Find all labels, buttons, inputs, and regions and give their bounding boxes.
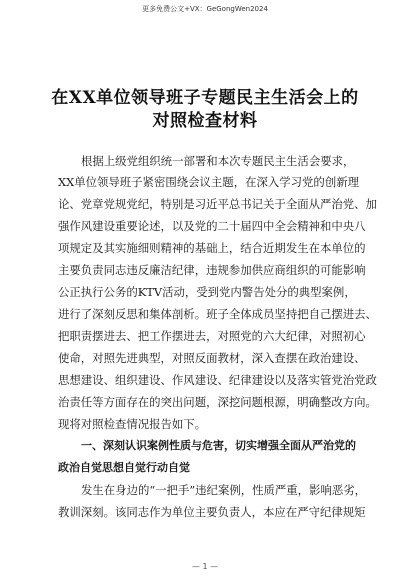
document-title-line-2: 对照检查材料: [152, 111, 258, 131]
page-number: — 1 —: [191, 562, 219, 571]
header-note: 更多免费公文+VX：GeGongWen2024: [142, 5, 268, 13]
body-line: 强作风建设重要论述，以及党的二十届四中全会精神和中央八: [58, 219, 366, 233]
body-line: 现将对照检查情况报告如下。: [58, 417, 207, 431]
body-line: 进行了深刻反思和集体剖析。班子全体成员坚持把自己摆进去、: [58, 307, 377, 321]
body-line: 把职责摆进去、把工作摆进去，对照党的六大纪律，对照初心: [58, 329, 366, 343]
body-line: 论、党章党规党纪，特别是习近平总书记关于全面从严治党、加: [58, 197, 377, 211]
document-title-line-1: 在XX单位领导班子专题民主生活会上的: [51, 88, 359, 108]
body-line: 教训深刻。该同志作为单位主要负责人，本应在严守纪律规矩: [58, 505, 366, 519]
section-heading-line: 一、深刻认识案例性质与危害，切实增强全面从严治党的: [81, 439, 356, 452]
body-line: 思想建设、组织建设、作风建设、纪律建设以及落实管党治党政: [58, 373, 377, 387]
body-line: 根据上级党组织统一部署和本次专题民主生活会要求，: [81, 154, 355, 168]
body-line: 发生在身边的“一把手”违纪案例，性质严重，影响恶劣，: [81, 483, 367, 497]
body-line: 公正执行公务的KTV活动，受到党内警告处分的典型案例，: [58, 285, 356, 299]
body-line: 项规定及其实施细则精神的基础上，结合近期发生在本单位的: [58, 241, 366, 255]
body-line: XX单位领导班子紧密围绕会议主题，在深入学习党的创新理: [58, 175, 359, 189]
body-line: 主要负责同志违反廉洁纪律，违规参加供应商组织的可能影响: [58, 263, 366, 277]
body-line: 治责任等方面存在的突出问题，深挖问题根源，明确整改方向。: [58, 395, 377, 409]
body-line: 使命，对照先进典型，对照反面教材，深入查摆在政治建设、: [58, 351, 366, 365]
section-heading-line: 政治自觉思想自觉行动自觉: [58, 461, 190, 474]
